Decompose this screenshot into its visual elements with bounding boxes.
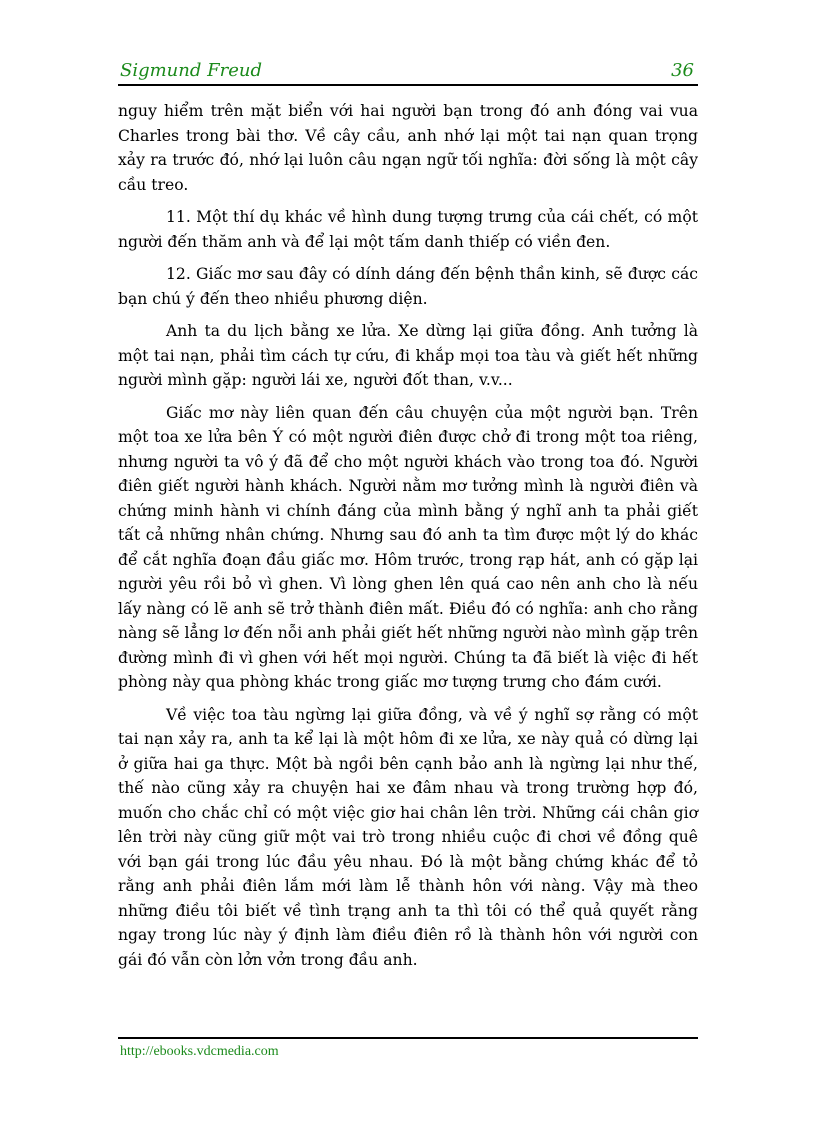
header-author: Sigmund Freud xyxy=(120,60,262,81)
paragraph: 12. Giấc mơ sau đây có dính dáng đến bệnh thần kinh, sẽ được các bạn chú ý đến theo nhiều phương diện. xyxy=(118,265,698,308)
paragraph: Về việc toa tàu ngừng lại giữa đồng, và về ý nghĩ sợ rằng có một tai nạn xảy ra, anh ta kể lại là một hôm đi xe lửa, xe này quả có dừng lại ở giữa hai ga thực. Một bà ngồi bên cạnh bảo anh là ngừng lại như thế, thế nào cũng xảy ra chuyện hai xe đâm nhau và trong trường hợp đó, muốn cho chắc chỉ có một việc giơ hai chân lên trời. Những cái chân giơ lên trời này cũng giữ một vai trò trong nhiều cuộc đi chơi về đồng quê với bạn gái trong lúc đầu yêu nhau. Đó là một bằng chứng khác để tỏ rằng anh phải điên lắm mới làm lễ thành hôn với nàng. Vậy mà theo những điều tôi biết về tình trạng anh ta thì tôi có thể quả quyết rằng ngay trong lúc này ý định làm điều điên rồ là thành hôn với người con gái đó vẫn còn lởn vởn trong đầu anh. xyxy=(118,705,698,969)
paragraph: 11. Một thí dụ khác về hình dung tượng trưng của cái chết, có một người đến thăm anh và để lại một tấm danh thiếp có viền đen. xyxy=(118,208,698,251)
paragraph: nguy hiểm trên mặt biển với hai người bạn trong đó anh đóng vai vua Charles trong bài thơ. Về cây cầu, anh nhớ lại một tai nạn quan trọng xảy ra trước đó, nhớ lại luôn câu ngạn ngữ tối nghĩa: đời sống là một cây cầu treo. xyxy=(118,102,698,194)
page-header xyxy=(118,60,698,86)
paragraph: Anh ta du lịch bằng xe lửa. Xe dừng lại giữa đồng. Anh tưởng là một tai nạn, phải tìm cách tự cứu, đi khắp mọi toa tàu và giết hết những người mình gặp: người lái xe, người đốt than, v.v... xyxy=(118,322,698,389)
footer-divider xyxy=(118,1037,698,1039)
header-page-number: 36 xyxy=(671,60,694,81)
paragraph: Giấc mơ này liên quan đến câu chuyện của một người bạn. Trên một toa xe lửa bên Ý có một người điên được chở đi trong một toa riêng, nhưng người ta vô ý đã để cho một người khách vào trong toa đó. Người điên giết người hành khách. Người nằm mơ tưởng mình là người điên và chứng minh hành vi chính đáng của mình bằng ý nghĩ anh ta phải giết tất cả những nhân chứng. Nhưng sau đó anh ta tìm được một lý do khác để cắt nghĩa đoạn đầu giấc mơ. Hôm trước, trong rạp hát, anh có gặp lại người yêu rồi bỏ vì ghen. Vì lòng ghen lên quá cao nên anh cho là nếu lấy nàng có lẽ anh sẽ trở thành điên mất. Điều đó có nghĩa: anh cho rằng nàng sẽ lẳng lơ đến nỗi anh phải giết hết những người nào mình gặp trên đường mình đi vì ghen với hết mọi người. Chúng ta đã biết là việc đi hết phòng này qua phòng khác trong giấc mơ tượng trưng cho đám cưới. xyxy=(118,403,698,691)
footer-url[interactable]: http://ebooks.vdcmedia.com xyxy=(120,1044,279,1059)
page-body xyxy=(118,99,698,980)
